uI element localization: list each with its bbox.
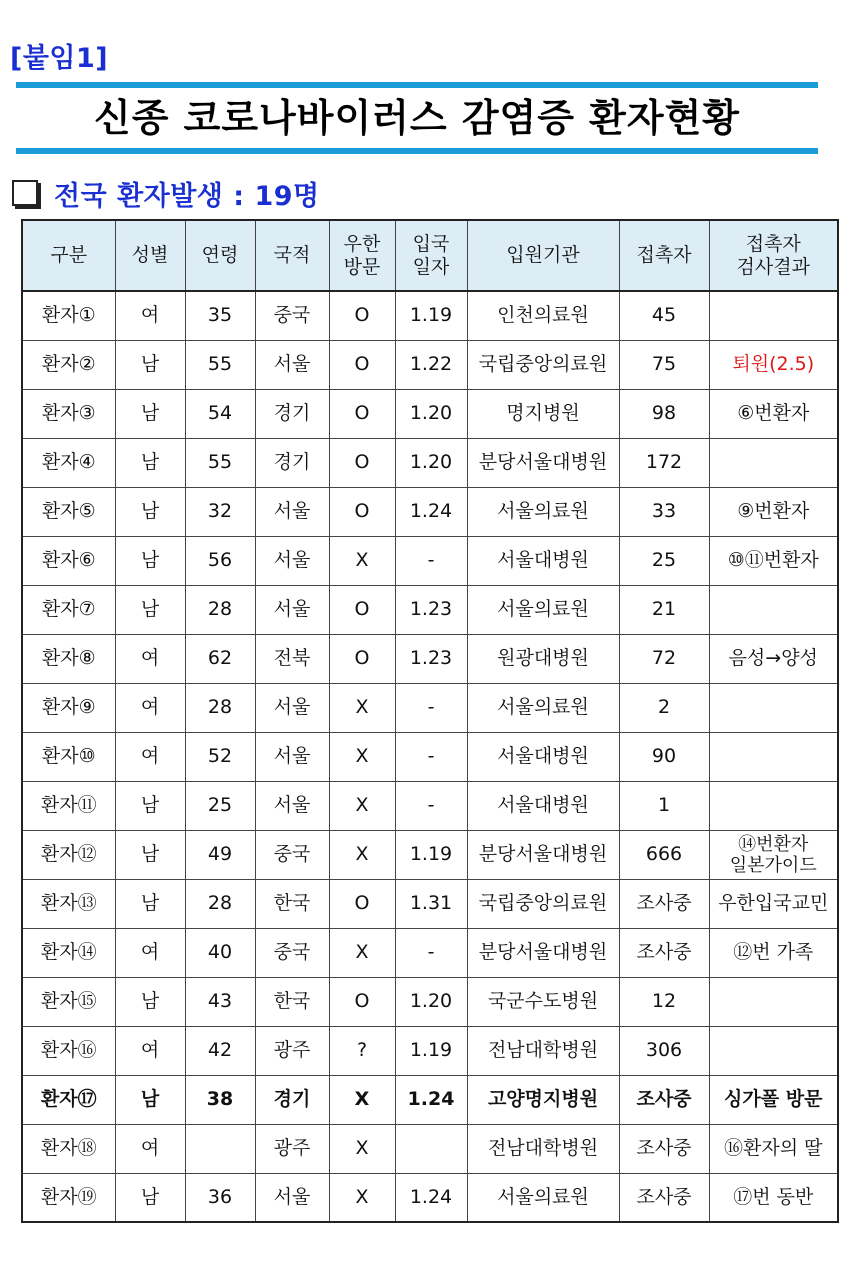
table-cell: O bbox=[329, 634, 395, 683]
table-cell: ⑰번 동반 bbox=[709, 1173, 838, 1222]
table-cell: 25 bbox=[619, 536, 709, 585]
table-cell: 환자④ bbox=[22, 438, 115, 487]
column-header-text: 구분 bbox=[50, 244, 88, 266]
table-cell: 환자⑦ bbox=[22, 585, 115, 634]
table-cell: 한국 bbox=[255, 977, 329, 1026]
table-cell bbox=[185, 1124, 255, 1173]
table-cell: 광주 bbox=[255, 1026, 329, 1075]
section-heading bbox=[12, 175, 320, 211]
table-cell: X bbox=[329, 1075, 395, 1124]
table-cell: 환자② bbox=[22, 340, 115, 389]
column-header-text: 입원기관 bbox=[506, 244, 580, 266]
table-cell: 28 bbox=[185, 879, 255, 928]
table-cell: 21 bbox=[619, 585, 709, 634]
table-cell: 1.19 bbox=[395, 830, 467, 879]
table-cell: 환자① bbox=[22, 291, 115, 340]
table-cell: 2 bbox=[619, 683, 709, 732]
table-cell: 환자⑱ bbox=[22, 1124, 115, 1173]
column-header bbox=[22, 220, 115, 291]
table-cell: 환자⑤ bbox=[22, 487, 115, 536]
column-header-text: 연령 bbox=[201, 244, 239, 266]
table-cell: X bbox=[329, 1173, 395, 1222]
table-cell: 40 bbox=[185, 928, 255, 977]
column-header-text: 접촉자 bbox=[636, 244, 692, 266]
table-cell: 남 bbox=[115, 536, 185, 585]
table-cell: 경기 bbox=[255, 1075, 329, 1124]
table-cell: ⑫번 가족 bbox=[709, 928, 838, 977]
table-cell: 남 bbox=[115, 830, 185, 879]
column-header bbox=[709, 220, 838, 291]
title-bottom-rule bbox=[16, 148, 818, 154]
table-cell bbox=[395, 1124, 467, 1173]
table-cell: O bbox=[329, 340, 395, 389]
table-cell: 172 bbox=[619, 438, 709, 487]
table-cell: 분당서울대병원 bbox=[467, 928, 619, 977]
table-cell: 서울 bbox=[255, 1173, 329, 1222]
table-cell: 1.22 bbox=[395, 340, 467, 389]
table-cell: 666 bbox=[619, 830, 709, 879]
table-cell: 고양명지병원 bbox=[467, 1075, 619, 1124]
column-header-text: 일자 bbox=[412, 255, 450, 278]
table-cell: 분당서울대병원 bbox=[467, 830, 619, 879]
table-cell: 36 bbox=[185, 1173, 255, 1222]
table-cell: - bbox=[395, 928, 467, 977]
table-cell: 43 bbox=[185, 977, 255, 1026]
table-cell: 72 bbox=[619, 634, 709, 683]
table-cell: 국군수도병원 bbox=[467, 977, 619, 1026]
table-cell: 42 bbox=[185, 1026, 255, 1075]
column-header bbox=[255, 220, 329, 291]
table-cell: 여 bbox=[115, 732, 185, 781]
table-cell: 1 bbox=[619, 781, 709, 830]
table-row bbox=[22, 781, 838, 830]
table-cell: 남 bbox=[115, 781, 185, 830]
table-row bbox=[22, 928, 838, 977]
table-cell bbox=[709, 977, 838, 1026]
table-cell: 여 bbox=[115, 291, 185, 340]
table-cell: 28 bbox=[185, 683, 255, 732]
column-header bbox=[467, 220, 619, 291]
table-cell: 28 bbox=[185, 585, 255, 634]
table-cell: O bbox=[329, 977, 395, 1026]
table-cell: 32 bbox=[185, 487, 255, 536]
table-cell: 싱가폴 방문 bbox=[709, 1075, 838, 1124]
table-cell: 서울 bbox=[255, 487, 329, 536]
table-cell: ? bbox=[329, 1026, 395, 1075]
table-cell: 55 bbox=[185, 438, 255, 487]
table-cell: O bbox=[329, 487, 395, 536]
table-cell: 조사중 bbox=[619, 1075, 709, 1124]
table-cell: 국립중앙의료원 bbox=[467, 879, 619, 928]
table-cell: 환자⑬ bbox=[22, 879, 115, 928]
table-cell: O bbox=[329, 389, 395, 438]
table-cell: 서울의료원 bbox=[467, 683, 619, 732]
table-cell: 1.23 bbox=[395, 585, 467, 634]
table-cell: 전남대학병원 bbox=[467, 1124, 619, 1173]
table-cell: 전남대학병원 bbox=[467, 1026, 619, 1075]
table-cell: 1.24 bbox=[395, 1173, 467, 1222]
column-header-text: 입국 bbox=[412, 232, 450, 255]
table-cell: X bbox=[329, 830, 395, 879]
table-cell: 중국 bbox=[255, 928, 329, 977]
table-cell: 서울의료원 bbox=[467, 487, 619, 536]
table-cell: O bbox=[329, 291, 395, 340]
table-cell: X bbox=[329, 536, 395, 585]
table-cell: 환자⑧ bbox=[22, 634, 115, 683]
table-cell: 환자⑯ bbox=[22, 1026, 115, 1075]
page-title: 신종 코로나바이러스 감염증 환자현황 bbox=[93, 96, 741, 140]
column-header-text: 접촉자 bbox=[745, 232, 801, 255]
table-cell: 환자⑮ bbox=[22, 977, 115, 1026]
table-cell: 306 bbox=[619, 1026, 709, 1075]
table-cell: 1.23 bbox=[395, 634, 467, 683]
section-title: 전국 환자발생 : 19명 bbox=[54, 180, 320, 212]
table-cell: 25 bbox=[185, 781, 255, 830]
table-cell: - bbox=[395, 732, 467, 781]
table-cell: 환자⑲ bbox=[22, 1173, 115, 1222]
table-cell: 서울 bbox=[255, 536, 329, 585]
table-cell bbox=[709, 683, 838, 732]
table-cell: 환자⑨ bbox=[22, 683, 115, 732]
table-body bbox=[22, 291, 838, 1222]
table-row bbox=[22, 879, 838, 928]
table-cell: 45 bbox=[619, 291, 709, 340]
table-cell: 1.24 bbox=[395, 1075, 467, 1124]
table-cell: 환자⑭ bbox=[22, 928, 115, 977]
table-cell: 남 bbox=[115, 977, 185, 1026]
table-cell: X bbox=[329, 1124, 395, 1173]
table-cell: 여 bbox=[115, 634, 185, 683]
table-cell: 55 bbox=[185, 340, 255, 389]
table-cell: 남 bbox=[115, 1075, 185, 1124]
table-cell: 35 bbox=[185, 291, 255, 340]
table-cell: 12 bbox=[619, 977, 709, 1026]
table-row bbox=[22, 487, 838, 536]
table-row bbox=[22, 1124, 838, 1173]
table-cell bbox=[709, 291, 838, 340]
table-cell: - bbox=[395, 683, 467, 732]
column-header-text: 우한 bbox=[343, 232, 381, 255]
column-header bbox=[395, 220, 467, 291]
column-header-text: 국적 bbox=[273, 244, 311, 266]
table-cell: 75 bbox=[619, 340, 709, 389]
table-cell: 54 bbox=[185, 389, 255, 438]
table-cell: 조사중 bbox=[619, 879, 709, 928]
table-cell: 여 bbox=[115, 1124, 185, 1173]
table-row bbox=[22, 634, 838, 683]
table-cell: 환자⑰ bbox=[22, 1075, 115, 1124]
table-cell: 인천의료원 bbox=[467, 291, 619, 340]
table-cell: 1.24 bbox=[395, 487, 467, 536]
table-cell: 명지병원 bbox=[467, 389, 619, 438]
table-row bbox=[22, 340, 838, 389]
table-cell: 남 bbox=[115, 879, 185, 928]
attachment-label: [붙임1] bbox=[10, 43, 109, 74]
column-header bbox=[115, 220, 185, 291]
table-cell: 서울대병원 bbox=[467, 536, 619, 585]
table-row bbox=[22, 1075, 838, 1124]
table-cell: X bbox=[329, 928, 395, 977]
table-cell: 1.20 bbox=[395, 977, 467, 1026]
patient-status-table bbox=[21, 219, 839, 1223]
table-cell: 중국 bbox=[255, 830, 329, 879]
table-cell: 우한입국교민 bbox=[709, 879, 838, 928]
table-cell: 56 bbox=[185, 536, 255, 585]
table-cell: - bbox=[395, 781, 467, 830]
table-cell: 원광대병원 bbox=[467, 634, 619, 683]
table-cell: ⑨번환자 bbox=[709, 487, 838, 536]
table-cell: O bbox=[329, 879, 395, 928]
column-header-text: 검사결과 bbox=[736, 255, 810, 278]
table-cell: 남 bbox=[115, 340, 185, 389]
table-cell: 한국 bbox=[255, 879, 329, 928]
column-header bbox=[329, 220, 395, 291]
table-cell: 경기 bbox=[255, 389, 329, 438]
table-cell: 남 bbox=[115, 438, 185, 487]
table-cell: 남 bbox=[115, 389, 185, 438]
table-cell: X bbox=[329, 732, 395, 781]
table-cell: 49 bbox=[185, 830, 255, 879]
table-row bbox=[22, 683, 838, 732]
table-cell: 전북 bbox=[255, 634, 329, 683]
table-cell: X bbox=[329, 781, 395, 830]
table-row bbox=[22, 1026, 838, 1075]
table-cell: 조사중 bbox=[619, 1124, 709, 1173]
table-cell: ⑩⑪번환자 bbox=[709, 536, 838, 585]
table-cell: 환자⑥ bbox=[22, 536, 115, 585]
column-header-text: 방문 bbox=[343, 255, 381, 278]
table-cell-line: 일본가이드 bbox=[729, 854, 817, 876]
table-cell: 퇴원(2.5) bbox=[709, 340, 838, 389]
table-cell bbox=[709, 781, 838, 830]
table-cell: 서울 bbox=[255, 585, 329, 634]
table-row bbox=[22, 732, 838, 781]
table-cell: 음성→양성 bbox=[709, 634, 838, 683]
table-cell-line: ⑭번환자 bbox=[738, 833, 809, 855]
table-row bbox=[22, 585, 838, 634]
table-cell: 여 bbox=[115, 1026, 185, 1075]
table-cell bbox=[709, 1026, 838, 1075]
table-cell bbox=[709, 585, 838, 634]
table-cell: 1.20 bbox=[395, 389, 467, 438]
table-cell: 38 bbox=[185, 1075, 255, 1124]
table-cell: O bbox=[329, 585, 395, 634]
table-row bbox=[22, 977, 838, 1026]
table-cell: 환자⑫ bbox=[22, 830, 115, 879]
table-cell bbox=[709, 830, 838, 879]
table-cell: 남 bbox=[115, 585, 185, 634]
table-cell: 1.20 bbox=[395, 438, 467, 487]
table-row bbox=[22, 536, 838, 585]
table-cell bbox=[709, 438, 838, 487]
table-cell: 서울 bbox=[255, 340, 329, 389]
table-cell: 국립중앙의료원 bbox=[467, 340, 619, 389]
table-row bbox=[22, 438, 838, 487]
column-header-text: 성별 bbox=[131, 244, 169, 266]
table-cell: 남 bbox=[115, 1173, 185, 1222]
table-cell: O bbox=[329, 438, 395, 487]
table-cell: 1.19 bbox=[395, 1026, 467, 1075]
column-header bbox=[619, 220, 709, 291]
table-cell: 분당서울대병원 bbox=[467, 438, 619, 487]
table-row bbox=[22, 1173, 838, 1222]
table-cell: 1.31 bbox=[395, 879, 467, 928]
table-cell: 서울대병원 bbox=[467, 732, 619, 781]
table-cell: 경기 bbox=[255, 438, 329, 487]
table-cell: 조사중 bbox=[619, 928, 709, 977]
table-cell: 남 bbox=[115, 487, 185, 536]
table-cell: 98 bbox=[619, 389, 709, 438]
table-cell: 33 bbox=[619, 487, 709, 536]
table-header-row bbox=[22, 220, 838, 291]
table-row bbox=[22, 291, 838, 340]
table-cell: 환자⑩ bbox=[22, 732, 115, 781]
table-row bbox=[22, 389, 838, 438]
table-cell: 서울 bbox=[255, 781, 329, 830]
table-cell: 90 bbox=[619, 732, 709, 781]
table-cell: 62 bbox=[185, 634, 255, 683]
checkbox-bullet-icon bbox=[12, 180, 38, 206]
table-cell: 서울 bbox=[255, 683, 329, 732]
table-cell bbox=[709, 732, 838, 781]
table-cell: 서울 bbox=[255, 732, 329, 781]
table-cell: 서울의료원 bbox=[467, 585, 619, 634]
table-cell: ⑯환자의 딸 bbox=[709, 1124, 838, 1173]
table-cell: 1.19 bbox=[395, 291, 467, 340]
table-cell: 여 bbox=[115, 683, 185, 732]
table-cell: 서울대병원 bbox=[467, 781, 619, 830]
table-cell: 환자⑪ bbox=[22, 781, 115, 830]
table-cell: 중국 bbox=[255, 291, 329, 340]
table-cell: 조사중 bbox=[619, 1173, 709, 1222]
table-cell: 환자③ bbox=[22, 389, 115, 438]
table-cell: 여 bbox=[115, 928, 185, 977]
column-header bbox=[185, 220, 255, 291]
table-cell: 서울의료원 bbox=[467, 1173, 619, 1222]
table-row bbox=[22, 830, 838, 879]
table-cell: 광주 bbox=[255, 1124, 329, 1173]
table-cell: X bbox=[329, 683, 395, 732]
table-cell: - bbox=[395, 536, 467, 585]
table-cell: 52 bbox=[185, 732, 255, 781]
table-cell: ⑥번환자 bbox=[709, 389, 838, 438]
